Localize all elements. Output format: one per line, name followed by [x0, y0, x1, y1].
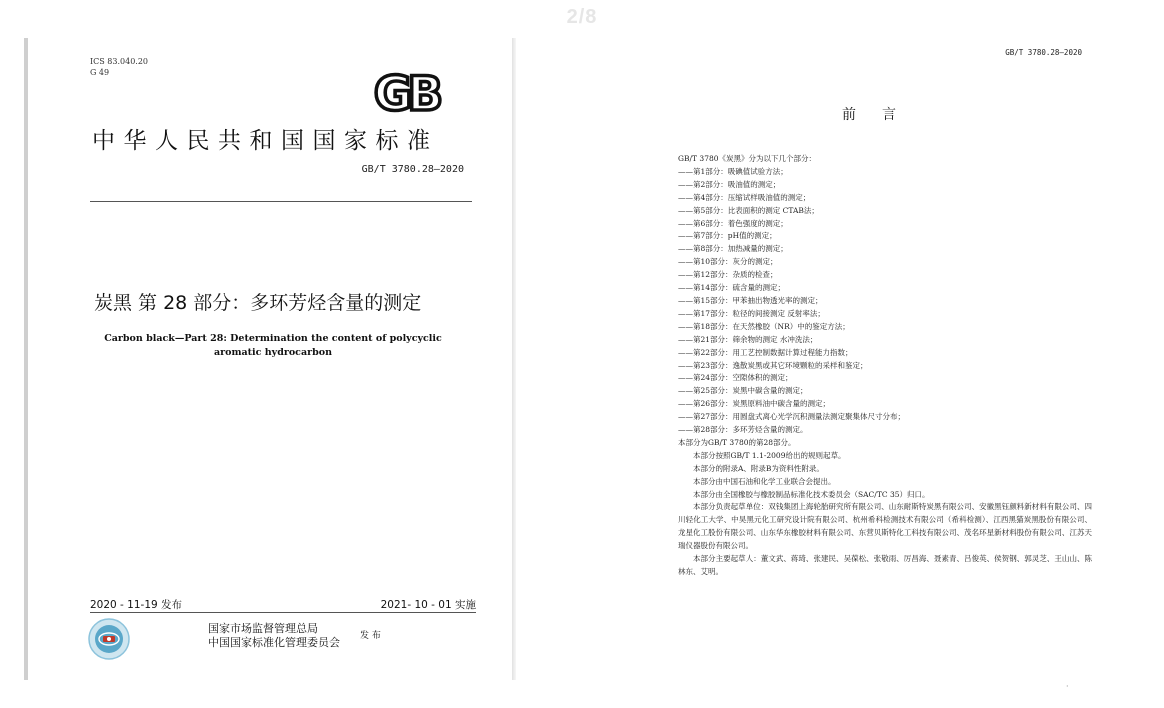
part-list-item: ——第22部分：用工艺控制数据计算过程能力指数； [678, 347, 853, 357]
page-mark: · [1066, 682, 1069, 691]
part-list-item: ——第7部分：pH值的测定； [678, 231, 777, 241]
foreword-intro: GB/T 3780《炭黑》分为以下几个部分： [678, 154, 817, 163]
issuer-sac: 中国国家标准化管理委员会 [208, 636, 340, 649]
foreword-paragraph: 本部分由中国石油和化学工业联合会提出。 [693, 476, 836, 486]
part-list-item: ——第18部分：在天然橡胶（NR）中的鉴定方法； [678, 321, 850, 331]
foreword-paragraph: 本部分按照GB/T 1.1-2009给出的规则起草。 [693, 450, 846, 460]
top-divider [90, 201, 472, 202]
foreword-page [516, 38, 1138, 691]
part-list-item: ——第4部分：压缩试样吸油值的测定； [678, 192, 811, 202]
ccs-code: G 49 [90, 68, 110, 77]
part-list-item: ——第2部分：吸油值的测定； [678, 179, 781, 189]
part-list-item: ——第25部分：炭黑中碳含量的测定； [678, 386, 808, 396]
title-chinese: 炭黑 第 28 部分：多环芳烃含量的测定 [94, 292, 422, 314]
foreword-body [678, 153, 1092, 579]
title-english: Carbon black—Part 28: Determination the content of polycyclic aromatic hydrocarbon [104, 333, 442, 358]
foreword-paragraph: 本部分为GB/T 3780的第28部分。 [678, 437, 796, 447]
part-list-item: ——第12部分：杂质的检查； [678, 270, 778, 280]
part-list-item: ——第14部分：硫含量的测定； [678, 283, 786, 293]
gb-logo-text: GB [373, 70, 439, 114]
ics-code: ICS 83.040.20 [90, 57, 149, 66]
issuing-authorities [208, 622, 340, 650]
part-list-item: ——第1部分：吸碘值试验方法； [678, 166, 788, 176]
issuer-samr: 国家市场监督管理总局 [208, 622, 318, 635]
part-list-item: ——第23部分：逸散炭黑或其它环境颗粒的采样和鉴定； [678, 360, 868, 370]
issue-date: 2020 - 11-19 发布 [90, 599, 183, 611]
standard-number: GB/T 3780.28—2020 [361, 164, 464, 175]
part-list-item: ——第27部分：用圆盘式离心光学沉积测量法测定聚集体尺寸分布； [678, 412, 906, 422]
implement-date: 2021- 10 - 01 实施 [380, 599, 476, 611]
drafters-paragraph: 本部分主要起草人：董文武、蒋琦、张建民、吴葆松、张敬雨、厉昌海、聂素青、吕俊英、侯贺钢、郭灵芝、王山山、陈林东、艾明。 [678, 554, 1092, 576]
publish-label: 发 布 [360, 631, 381, 641]
part-list-item: ——第24部分：空隙体积的测定； [678, 373, 793, 383]
part-list-item: ——第8部分：加热减量的测定； [678, 244, 788, 254]
gb-logo-icon [358, 70, 454, 114]
foreword-paragraph: 本部分的附录A、附录B为资料性附录。 [693, 463, 824, 473]
part-list-item: ——第28部分：多环芳烃含量的测定。 [678, 425, 808, 435]
foreword-paragraph: 本部分由全国橡胶与橡胶制品标准化技术委员会（SAC/TC 35）归口。 [693, 489, 930, 499]
sac-seal-icon [88, 618, 130, 660]
country-standard-heading: 中华人民共和国国家标准 [92, 128, 439, 154]
part-list-item: ——第5部分：比表面积的测定 CTAB法； [678, 205, 819, 215]
part-list-item: ——第15部分：甲苯抽出物透光率的测定； [678, 295, 823, 305]
part-list-item: ——第26部分：炭黑原料油中碳含量的测定； [678, 399, 831, 409]
drafting-units-paragraph: 本部分负责起草单位：双钱集团上海轮胎研究所有限公司、山东耐斯特炭黑有限公司、安徽黑钰颜料新材料有限公司、四川轻化工大学、中昊黑元化工研究设计院有限公司、杭州希科检测技术有限公司（希科检测）、江西黑猫炭黑股份有限公司、龙星化工股份有限公司、山东华东橡胶材料有限公司、东营贝斯特化工科技有限公司、茂名环星新材料股份有限公司、江苏天瑞仪器股份有限公司。 [678, 502, 1092, 551]
part-list-item: ——第17部分：粒径的间接测定 反射率法； [678, 308, 825, 318]
foreword-title: 前言 [842, 107, 922, 123]
part-list-item: ——第6部分：着色强度的测定； [678, 218, 788, 228]
cover-page [24, 38, 510, 680]
page-indicator: 2/8 [566, 6, 598, 28]
part-list-item: ——第21部分：筛余物的测定 水冲洗法； [678, 334, 818, 344]
bottom-divider [90, 612, 476, 613]
ics-code-block [90, 56, 148, 78]
running-header-number: GB/T 3780.28—2020 [1005, 48, 1082, 57]
part-list-item: ——第10部分：灰分的测定； [678, 257, 778, 267]
